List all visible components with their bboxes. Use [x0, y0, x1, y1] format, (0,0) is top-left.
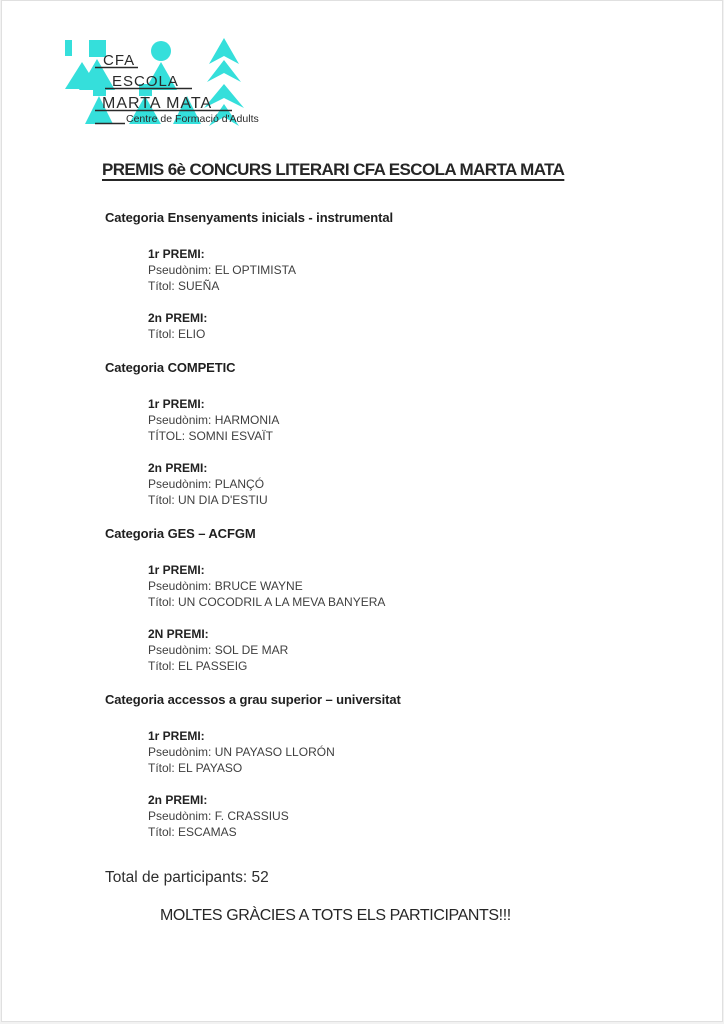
prize-line: Pseudònim: SOL DE MAR — [148, 643, 289, 657]
category-section — [105, 209, 666, 342]
prize-line: Títol: ESCAMAS — [148, 825, 237, 839]
logo-arrow-icon — [207, 60, 241, 82]
prize-label: 1r PREMI: — [148, 563, 205, 577]
prize-label: 1r PREMI: — [148, 729, 205, 743]
prize-block — [105, 562, 666, 610]
document-content — [102, 158, 666, 927]
prize-line: Pseudònim: PLANÇÓ — [148, 477, 265, 491]
logo-acronym: CFA — [103, 52, 136, 69]
logo-school-word: ESCOLA — [112, 73, 179, 90]
logo-tagline: Centre de Formació d'Adults — [126, 113, 259, 125]
prize-line: Títol: ELIO — [148, 327, 206, 341]
prize-block — [105, 460, 666, 508]
prize-line: Pseudònim: HARMONIA — [148, 413, 280, 427]
prize-line: TÍTOL: SOMNI ESVAÏT — [148, 429, 273, 443]
prize-block — [105, 246, 666, 294]
prize-line: Pseudònim: BRUCE WAYNE — [148, 579, 303, 593]
school-logo — [65, 38, 270, 132]
prize-block — [105, 396, 666, 444]
prize-label: 1r PREMI: — [148, 397, 205, 411]
document-page — [1, 0, 723, 1022]
prize-line: Pseudònim: F. CRASSIUS — [148, 809, 289, 823]
prize-line: Pseudònim: EL OPTIMISTA — [148, 263, 297, 277]
category-heading: Categoria accessos a grau superior – universitat — [105, 692, 401, 707]
prize-label: 2n PREMI: — [148, 793, 208, 807]
prize-block — [105, 728, 666, 776]
category-section — [105, 359, 666, 508]
prize-line: Títol: EL PASSEIG — [148, 659, 248, 673]
prize-label: 2n PREMI: — [148, 311, 208, 325]
prize-label: 2n PREMI: — [148, 461, 208, 475]
prize-label: 2N PREMI: — [148, 627, 209, 641]
prize-line: Pseudònim: UN PAYASO LLORÓN — [148, 745, 335, 759]
category-section — [105, 691, 666, 840]
prize-line: Títol: UN COCODRIL A LA MEVA BANYERA — [148, 595, 386, 609]
prize-line: Títol: SUEÑA — [148, 279, 220, 293]
category-heading: Categoria COMPETIC — [105, 360, 236, 375]
logo-figure-circle-head — [151, 41, 171, 61]
thanks-message: MOLTES GRÀCIES A TOTS ELS PARTICIPANTS!!! — [160, 907, 511, 924]
prize-label: 1r PREMI: — [148, 247, 205, 261]
logo-figure-square — [65, 40, 72, 56]
prize-block — [105, 310, 666, 342]
document-title: PREMIS 6è CONCURS LITERARI CFA ESCOLA MARTA MATA — [102, 160, 565, 179]
prize-line: Títol: UN DIA D'ESTIU — [148, 493, 268, 507]
total-participants: Total de participants: 52 — [105, 869, 269, 886]
prize-line: Títol: EL PAYASO — [148, 761, 243, 775]
category-section — [105, 525, 666, 674]
logo-figures-icon — [65, 38, 270, 132]
category-heading: Categoria Ensenyaments inicials - instrumental — [105, 210, 393, 225]
prize-block — [105, 626, 666, 674]
category-heading: Categoria GES – ACFGM — [105, 526, 256, 541]
logo-school-name: MARTA MATA — [102, 95, 213, 112]
prize-block — [105, 792, 666, 840]
